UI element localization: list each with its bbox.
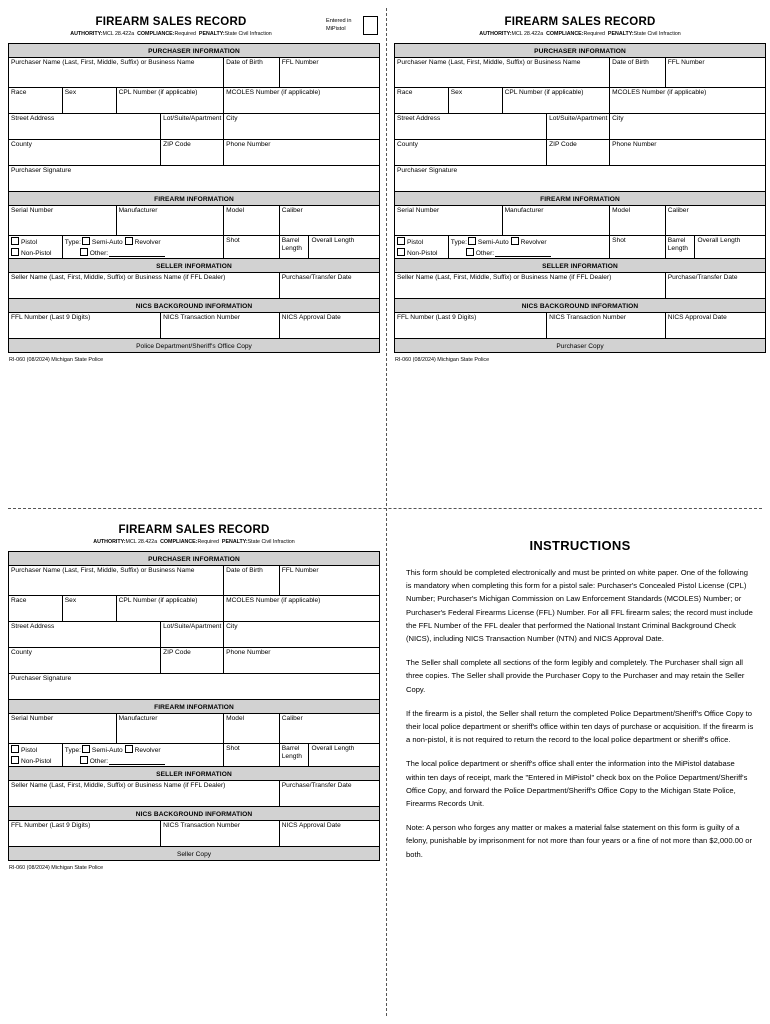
penalty-label: PENALTY: — [198, 31, 225, 37]
field-cpl-number[interactable]: CPL Number (if applicable) — [502, 88, 610, 114]
field-nics-transaction-number[interactable]: NICS Transaction Number — [161, 313, 280, 339]
type-row-other[interactable] — [65, 756, 221, 767]
authority-value: MCL 28.422a — [102, 31, 135, 37]
form-legal-line — [8, 538, 380, 547]
checkbox-pistol-label: Pistol — [407, 239, 424, 246]
field-nics-transaction-number[interactable]: NICS Transaction Number — [161, 821, 280, 847]
field-action-type-group[interactable] — [62, 236, 223, 259]
field-street-address[interactable]: Street Address — [9, 114, 161, 140]
field-model[interactable]: Model — [224, 714, 280, 744]
section-header-seller: SELLER INFORMATION — [9, 259, 380, 273]
checkbox-pistol-label: Pistol — [21, 747, 38, 754]
form-title: FIREARM SALES RECORD — [504, 16, 656, 28]
type-row-other[interactable] — [65, 248, 221, 259]
record-table — [394, 43, 766, 353]
authority-label: AUTHORITY: — [93, 539, 126, 545]
field-sex[interactable]: Sex — [62, 596, 116, 622]
checkbox-non-pistol-row[interactable] — [397, 248, 446, 259]
checkbox-non-pistol-icon[interactable] — [11, 248, 19, 256]
checkbox-semi-auto-label: Semi-Auto — [477, 239, 509, 246]
field-lot-suite-apartment[interactable]: Lot/Suite/Apartment — [161, 114, 224, 140]
section-header-purchaser: PURCHASER INFORMATION — [9, 552, 380, 566]
compliance-label: COMPLIANCE: — [546, 31, 584, 37]
type-row-primary[interactable] — [65, 745, 221, 756]
field-nics-approval-date[interactable]: NICS Approval Date — [279, 821, 379, 847]
checkbox-pistol-label: Pistol — [21, 239, 38, 246]
field-barrel-length[interactable]: Barrel Length — [279, 744, 309, 767]
field-city[interactable]: City — [224, 622, 380, 648]
checkbox-semi-auto-label: Semi-Auto — [91, 747, 123, 754]
entered-in-mipistol-checkbox[interactable] — [363, 16, 378, 35]
compliance-label: COMPLIANCE: — [137, 31, 175, 37]
checkbox-pistol-row[interactable] — [11, 745, 60, 756]
checkbox-other-icon[interactable] — [80, 248, 88, 256]
checkbox-semi-auto-icon[interactable] — [82, 745, 90, 753]
field-nics-ffl-last9[interactable]: FFL Number (Last 9 Digits) — [9, 821, 161, 847]
checkbox-revolver-label: Revolver — [134, 747, 161, 754]
field-zip-code[interactable]: ZIP Code — [161, 648, 224, 674]
type-row-primary[interactable] — [451, 237, 607, 248]
authority-value: MCL 28.422a — [125, 539, 158, 545]
checkbox-other-label: Other: — [89, 249, 109, 257]
field-county[interactable]: County — [395, 140, 547, 166]
section-header-firearm: FIREARM INFORMATION — [395, 192, 766, 206]
section-header-firearm: FIREARM INFORMATION — [9, 700, 380, 714]
field-race[interactable]: Race — [9, 596, 63, 622]
checkbox-semi-auto-icon[interactable] — [82, 237, 90, 245]
form-header — [8, 524, 380, 551]
checkbox-non-pistol-row[interactable] — [11, 248, 60, 259]
field-date-of-birth[interactable]: Date of Birth — [610, 58, 666, 88]
field-overall-length[interactable]: Overall Length — [309, 744, 380, 767]
field-purchase-transfer-date[interactable]: Purchase/Transfer Date — [665, 273, 765, 299]
copy-purchaser — [394, 16, 766, 364]
field-mcoles-number[interactable]: MCOLES Number (if applicable) — [610, 88, 766, 114]
instructions-paragraph-4: The local police department or sheriff's office shall enter the information into the MiPistol database within ten days of receipt, mark the "Entered in MiPistol" check box on the Police Department/Sheriff's Office Copy, and forward the Police Department/Sheriff's Office Copy to the Michigan State Police, Firearms Records Unit. — [406, 759, 748, 809]
penalty-label: PENALTY: — [221, 539, 248, 545]
vertical-cut-line — [386, 8, 387, 1016]
field-shot[interactable]: Shot — [224, 744, 280, 767]
compliance-label: COMPLIANCE: — [160, 539, 198, 545]
checkbox-revolver-label: Revolver — [520, 239, 547, 246]
record-table — [8, 551, 380, 861]
field-caliber[interactable]: Caliber — [279, 206, 379, 236]
type-label: Type: — [64, 239, 81, 246]
form-title: FIREARM SALES RECORD — [118, 524, 270, 536]
field-action-type-group[interactable] — [448, 236, 609, 259]
checkbox-semi-auto-icon[interactable] — [468, 237, 476, 245]
checkbox-other-label: Other: — [89, 757, 109, 765]
field-manufacturer[interactable]: Manufacturer — [502, 206, 610, 236]
horizontal-cut-line — [8, 508, 762, 509]
field-race[interactable]: Race — [9, 88, 63, 114]
field-pistol-type-group[interactable] — [9, 236, 63, 259]
checkbox-pistol-icon[interactable] — [397, 237, 405, 245]
form-footer-note: RI-060 (08/2024) Michigan State Police — [395, 356, 490, 363]
field-purchaser-name[interactable]: Purchaser Name (Last, First, Middle, Suffix) or Business Name — [395, 58, 610, 88]
field-sex[interactable]: Sex — [62, 88, 116, 114]
field-phone-number[interactable]: Phone Number — [224, 140, 380, 166]
record-table — [8, 43, 380, 353]
field-shot[interactable]: Shot — [610, 236, 666, 259]
compliance-value: Required — [197, 539, 219, 545]
field-cpl-number[interactable]: CPL Number (if applicable) — [116, 88, 224, 114]
entered-in-mipistol-group[interactable] — [326, 16, 378, 35]
type-label: Type: — [450, 239, 467, 246]
field-manufacturer[interactable]: Manufacturer — [116, 714, 224, 744]
compliance-value: Required — [174, 31, 196, 37]
penalty-value: State Civil Infraction — [224, 31, 272, 37]
checkbox-semi-auto-label: Semi-Auto — [91, 239, 123, 246]
field-purchaser-signature[interactable]: Purchaser Signature — [9, 166, 380, 192]
checkbox-pistol-row[interactable] — [397, 237, 446, 248]
copy-seller — [8, 524, 380, 872]
form-footer-note: RI-060 (08/2024) Michigan State Police — [9, 864, 104, 871]
field-purchase-transfer-date[interactable]: Purchase/Transfer Date — [279, 273, 379, 299]
field-serial-number[interactable]: Serial Number — [395, 206, 503, 236]
entered-in-mipistol-label: Entered in MiPistol — [326, 18, 352, 32]
authority-label: AUTHORITY: — [479, 31, 512, 37]
field-pistol-type-group[interactable] — [395, 236, 449, 259]
field-serial-number[interactable]: Serial Number — [9, 714, 117, 744]
penalty-value: State Civil Infraction — [633, 31, 681, 37]
penalty-value: State Civil Infraction — [247, 539, 295, 545]
field-overall-length[interactable]: Overall Length — [695, 236, 766, 259]
field-purchaser-signature[interactable]: Purchaser Signature — [9, 674, 380, 700]
field-ffl-number[interactable]: FFL Number — [279, 566, 379, 596]
checkbox-revolver-icon[interactable] — [511, 237, 519, 245]
checkbox-pistol-icon[interactable] — [11, 745, 19, 753]
section-header-seller: SELLER INFORMATION — [395, 259, 766, 273]
field-action-type-group[interactable] — [62, 744, 223, 767]
field-race[interactable]: Race — [395, 88, 449, 114]
instructions-paragraph-2: The Seller shall complete all sections of the form legibly and completely. The Purchaser shall sign all three copies. The Seller shall provide the Purchaser Copy to the Purchaser and may retain the Seller Copy. — [406, 658, 745, 694]
section-header-nics: NICS BACKGROUND INFORMATION — [9, 807, 380, 821]
checkbox-non-pistol-label: Non-Pistol — [407, 249, 438, 257]
field-manufacturer[interactable]: Manufacturer — [116, 206, 224, 236]
field-nics-ffl-last9[interactable]: FFL Number (Last 9 Digits) — [395, 313, 547, 339]
section-header-firearm: FIREARM INFORMATION — [9, 192, 380, 206]
type-label: Type: — [64, 747, 81, 754]
field-purchaser-name[interactable]: Purchaser Name (Last, First, Middle, Suffix) or Business Name — [9, 566, 224, 596]
form-footer-note: RI-060 (08/2024) Michigan State Police — [9, 356, 104, 363]
instructions-body — [394, 524, 766, 861]
field-zip-code[interactable]: ZIP Code — [547, 140, 610, 166]
form-header — [8, 16, 380, 43]
type-row-primary[interactable] — [65, 237, 221, 248]
field-nics-transaction-number[interactable]: NICS Transaction Number — [547, 313, 666, 339]
checkbox-other-icon[interactable] — [80, 756, 88, 764]
section-header-seller: SELLER INFORMATION — [9, 767, 380, 781]
checkbox-pistol-row[interactable] — [11, 237, 60, 248]
authority-label: AUTHORITY: — [70, 31, 103, 37]
copy-label-police: Police Department/Sheriff's Office Copy — [9, 339, 380, 353]
type-row-other[interactable] — [451, 248, 607, 259]
field-model[interactable]: Model — [224, 206, 280, 236]
field-date-of-birth[interactable]: Date of Birth — [224, 58, 280, 88]
section-header-nics: NICS BACKGROUND INFORMATION — [9, 299, 380, 313]
checkbox-non-pistol-row[interactable] — [11, 756, 60, 767]
instructions-paragraph-1: This form should be completed electronically and must be printed on white paper. One of the following is mandatory when completing this form for a pistol sale: Purchaser's Concealed Pistol License (CPL) Number; Purchaser's Michigan Commission on Law Enforcement Standards (MCOLES) Number; or Purchaser's Federal Firearms License (FFL) Number. For all FFL firearm sales; the record must include the FFL Number of the FFL dealer that performed the National Instant Criminal Background Check (NICS), including NICS Transaction Number (NTN) and NICS Approval Date. — [406, 568, 753, 644]
instructions-paragraph-3: If the firearm is a pistol, the Seller shall return the completed Police Department/Sheriff's Office Copy to their local police department or sheriff's office within ten days of purchase or acquisition. If the firearm is a non-pistol, it is not required to return the record to the local police department or sheriff's office. — [406, 708, 754, 745]
field-caliber[interactable]: Caliber — [279, 714, 379, 744]
field-overall-length[interactable]: Overall Length — [309, 236, 380, 259]
field-city[interactable]: City — [610, 114, 766, 140]
field-caliber[interactable]: Caliber — [665, 206, 765, 236]
field-street-address[interactable]: Street Address — [395, 114, 547, 140]
other-write-in-line[interactable] — [495, 256, 551, 257]
checkbox-non-pistol-icon[interactable] — [397, 248, 405, 256]
instructions-panel — [394, 524, 766, 872]
field-purchaser-name[interactable]: Purchaser Name (Last, First, Middle, Suffix) or Business Name — [9, 58, 224, 88]
field-mcoles-number[interactable]: MCOLES Number (if applicable) — [224, 88, 380, 114]
field-city[interactable]: City — [224, 114, 380, 140]
form-header — [394, 16, 766, 43]
field-county[interactable]: County — [9, 648, 161, 674]
field-pistol-type-group[interactable] — [9, 744, 63, 767]
field-nics-approval-date[interactable]: NICS Approval Date — [665, 313, 765, 339]
other-write-in-line[interactable] — [109, 764, 165, 765]
form-title: FIREARM SALES RECORD — [95, 16, 247, 28]
instructions-title: INSTRUCTIONS — [529, 538, 631, 553]
checkbox-non-pistol-label: Non-Pistol — [21, 249, 52, 257]
field-lot-suite-apartment[interactable]: Lot/Suite/Apartment — [547, 114, 610, 140]
copy-police-department — [8, 16, 380, 364]
checkbox-non-pistol-icon[interactable] — [11, 756, 19, 764]
penalty-label: PENALTY: — [607, 31, 634, 37]
field-mcoles-number[interactable]: MCOLES Number (if applicable) — [224, 596, 380, 622]
field-seller-name[interactable]: Seller Name (Last, First, Middle, Suffix) or Business Name (if FFL Dealer) — [9, 781, 280, 807]
section-header-nics: NICS BACKGROUND INFORMATION — [395, 299, 766, 313]
field-purchaser-signature[interactable]: Purchaser Signature — [395, 166, 766, 192]
field-phone-number[interactable]: Phone Number — [610, 140, 766, 166]
compliance-value: Required — [583, 31, 605, 37]
authority-value: MCL 28.422a — [511, 31, 544, 37]
field-barrel-length[interactable]: Barrel Length — [665, 236, 695, 259]
field-nics-ffl-last9[interactable]: FFL Number (Last 9 Digits) — [9, 313, 161, 339]
field-barrel-length[interactable]: Barrel Length — [279, 236, 309, 259]
form-legal-line — [394, 30, 766, 39]
form-legal-line — [8, 30, 380, 39]
checkbox-other-icon[interactable] — [466, 248, 474, 256]
field-nics-approval-date[interactable]: NICS Approval Date — [279, 313, 379, 339]
copy-label-seller: Seller Copy — [9, 847, 380, 861]
field-model[interactable]: Model — [610, 206, 666, 236]
field-lot-suite-apartment[interactable]: Lot/Suite/Apartment — [161, 622, 224, 648]
section-header-purchaser: PURCHASER INFORMATION — [395, 44, 766, 58]
field-street-address[interactable]: Street Address — [9, 622, 161, 648]
checkbox-other-label: Other: — [475, 249, 495, 257]
field-phone-number[interactable]: Phone Number — [224, 648, 380, 674]
checkbox-revolver-icon[interactable] — [125, 237, 133, 245]
field-seller-name[interactable]: Seller Name (Last, First, Middle, Suffix) or Business Name (if FFL Dealer) — [395, 273, 666, 299]
copy-label-purchaser: Purchaser Copy — [395, 339, 766, 353]
field-sex[interactable]: Sex — [448, 88, 502, 114]
field-county[interactable]: County — [9, 140, 161, 166]
section-header-purchaser: PURCHASER INFORMATION — [9, 44, 380, 58]
checkbox-non-pistol-label: Non-Pistol — [21, 757, 52, 765]
field-serial-number[interactable]: Serial Number — [9, 206, 117, 236]
field-seller-name[interactable]: Seller Name (Last, First, Middle, Suffix) or Business Name (if FFL Dealer) — [9, 273, 280, 299]
field-ffl-number[interactable]: FFL Number — [665, 58, 765, 88]
checkbox-revolver-icon[interactable] — [125, 745, 133, 753]
field-purchase-transfer-date[interactable]: Purchase/Transfer Date — [279, 781, 379, 807]
field-cpl-number[interactable]: CPL Number (if applicable) — [116, 596, 224, 622]
field-zip-code[interactable]: ZIP Code — [161, 140, 224, 166]
field-ffl-number[interactable]: FFL Number — [279, 58, 379, 88]
checkbox-revolver-label: Revolver — [134, 239, 161, 246]
other-write-in-line[interactable] — [109, 256, 165, 257]
field-date-of-birth[interactable]: Date of Birth — [224, 566, 280, 596]
instructions-paragraph-5: Note: A person who forges any matter or makes a material false statement on this form is guilty of a felony, punishable by imprisonment for not more than four years or a fine of not more than $2,000.00 or both. — [406, 823, 752, 859]
field-shot[interactable]: Shot — [224, 236, 280, 259]
checkbox-pistol-icon[interactable] — [11, 237, 19, 245]
